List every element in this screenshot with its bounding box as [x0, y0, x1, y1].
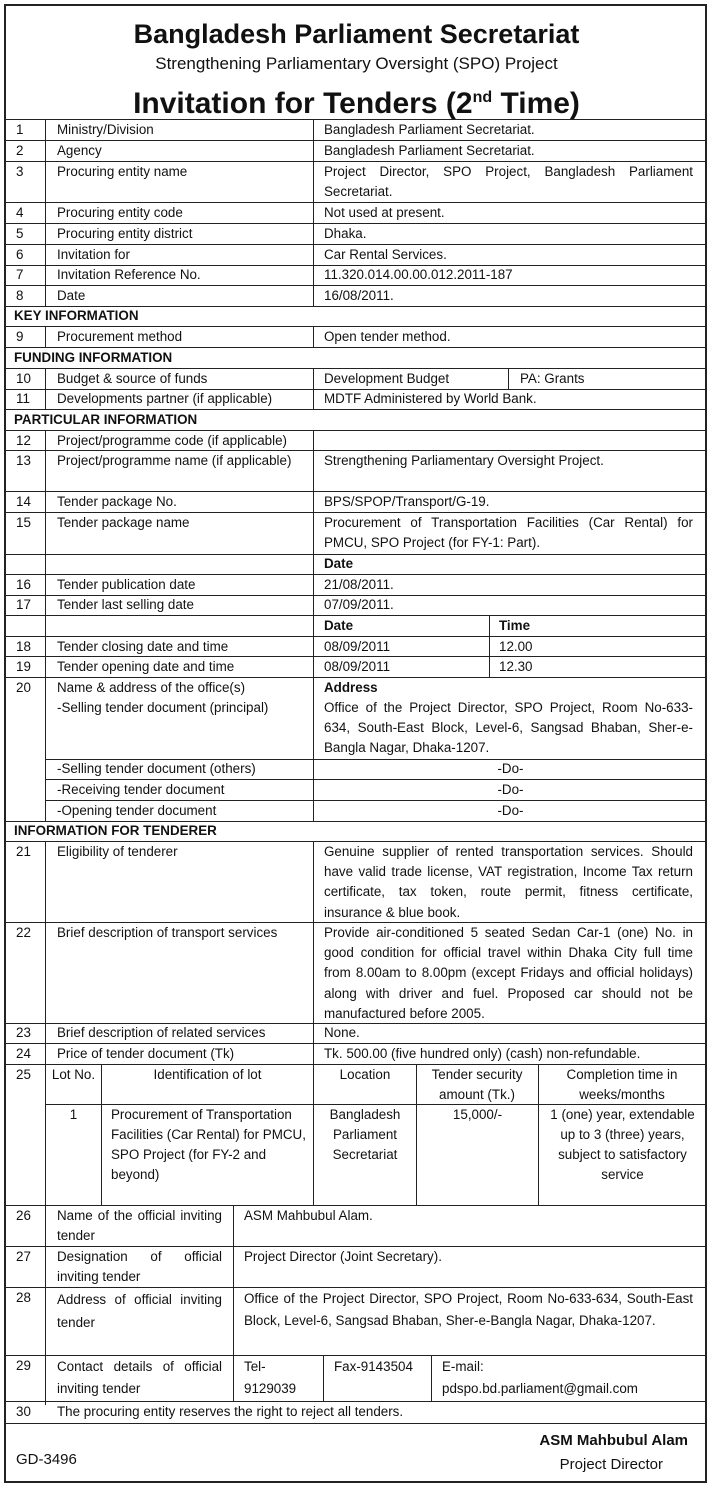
row-value: Project Director, SPO Project, Bangladesh Parliament Secretariat. — [324, 164, 693, 200]
contact-fax: Fax-9143504 — [334, 1359, 413, 1374]
row-number: 1 — [16, 122, 24, 137]
row-value: Car Rental Services. — [324, 247, 447, 262]
row-value: None. — [324, 1025, 360, 1040]
lot-header-lot-no: Lot No. — [51, 1067, 96, 1082]
row-value: ASM Mahbubul Alam. — [244, 1208, 373, 1223]
row-label: -Selling tender document (others) — [57, 761, 256, 776]
row-value: -Do- — [497, 782, 524, 797]
row-value: 16/08/2011. — [324, 288, 394, 303]
lot-header-completion: Completion time in weeks/months — [566, 1067, 678, 1102]
row-value: Open tender method. — [324, 329, 451, 344]
rule — [489, 615, 490, 677]
column-subhead-date: Date — [324, 556, 354, 571]
row-number: 6 — [16, 247, 24, 262]
heading-sup: nd — [472, 89, 493, 106]
lot-number: 1 — [69, 1107, 78, 1122]
signer-name: ASM Mahbubul Alam — [539, 1432, 688, 1449]
lot-security-amount: 15,000/- — [452, 1107, 503, 1122]
row-label: The procuring entity reserves the right to reject all tenders. — [57, 1404, 404, 1419]
row-number: 20 — [16, 680, 31, 695]
row-label: Price of tender document (Tk) — [57, 1046, 235, 1061]
organization-title: Bangladesh Parliament Secretariat — [133, 19, 580, 49]
section-heading: FUNDING INFORMATION — [14, 350, 173, 365]
heading-main: Invitation for Tenders (2 — [133, 87, 473, 120]
lot-header-identification: Identification of lot — [153, 1067, 262, 1082]
row-label: Tender package name — [57, 515, 190, 530]
row-value: Strengthening Parliamentary Oversight Project. — [324, 453, 604, 468]
row-label: Tender opening date and time — [57, 659, 235, 674]
section-heading: PARTICULAR INFORMATION — [14, 412, 198, 427]
row-number: 5 — [16, 226, 24, 241]
row-value-secondary: PA: Grants — [520, 371, 585, 386]
row-number: 27 — [16, 1249, 31, 1264]
section-heading: INFORMATION FOR TENDERER — [14, 823, 217, 838]
row-label: -Selling tender document (principal) — [57, 700, 269, 715]
project-subtitle: Strengthening Parliamentary Oversight (SPO) Project — [155, 54, 558, 73]
row-value: Bangladesh Parliament Secretariat. — [324, 122, 535, 137]
row-label: Name of the official inviting tender — [57, 1208, 222, 1244]
rule — [313, 841, 314, 1064]
row-number: 26 — [16, 1208, 31, 1223]
row-label: Date — [57, 288, 86, 303]
row-number: 22 — [16, 925, 31, 940]
row-label: -Receiving tender document — [57, 782, 225, 797]
row-label: Invitation Reference No. — [57, 267, 201, 282]
row-label: Brief description of transport services — [57, 925, 278, 940]
row-label: Tender publication date — [57, 577, 196, 592]
row-value: 11.320.014.00.00.012.2011-187 — [324, 267, 513, 282]
contact-telephone: Tel-9129039 — [244, 1359, 297, 1396]
row-value: -Do- — [497, 761, 524, 776]
row-label: Invitation for — [57, 247, 130, 262]
row-number: 13 — [16, 453, 31, 468]
row-number: 14 — [16, 494, 31, 509]
rule — [45, 430, 46, 821]
row-value: BPS/SPOP/Transport/G-19. — [324, 494, 490, 509]
rule — [233, 1205, 234, 1401]
row-label: Procurement method — [57, 329, 183, 344]
row-value: -Do- — [497, 803, 524, 818]
row-number: 9 — [16, 329, 24, 344]
column-subhead-date: Date — [324, 618, 354, 633]
row-value: 08/09/2011 — [324, 659, 391, 674]
row-number: 30 — [16, 1404, 31, 1419]
rule — [323, 1355, 324, 1401]
row-value: Provide air-conditioned 5 seated Sedan Car-1 (one) No. in good condition for official travel within Dhaka City full time from 8.00am to 8.00pm (except Fridays and official holidays) along with driver and fuel. Proposed car should not be manufactured before 2005. — [324, 925, 693, 1021]
row-label: Designation of official inviting tender — [57, 1249, 222, 1285]
row-label: Budget & source of funds — [57, 371, 208, 386]
row-label: Procuring entity district — [57, 226, 193, 241]
rule — [6, 615, 707, 616]
section-heading: KEY INFORMATION — [14, 308, 139, 323]
row-label: Tender last selling date — [57, 597, 194, 612]
lot-header-security: Tender security amount (Tk.) — [431, 1067, 523, 1102]
row-number: 17 — [16, 597, 31, 612]
heading-tail: Time) — [492, 87, 580, 120]
row-label: Procuring entity name — [57, 164, 188, 179]
rule — [45, 119, 46, 306]
row-label: Project/programme name (if applicable) — [57, 453, 292, 468]
row-label: Name & address of the office(s) — [57, 680, 246, 695]
row-value-secondary: 12.30 — [499, 659, 533, 674]
row-label: Brief description of related services — [57, 1025, 266, 1040]
rule — [6, 1423, 707, 1424]
row-label: -Opening tender document — [57, 803, 217, 818]
footer-code: GD-3496 — [16, 1451, 77, 1468]
rule — [45, 326, 46, 347]
row-label: Contact details of official inviting tender — [57, 1359, 222, 1396]
rule — [508, 368, 509, 389]
lot-header-location: Location — [339, 1067, 391, 1082]
row-value: 21/08/2011. — [324, 577, 394, 592]
contact-email-label: E-mail: — [442, 1359, 484, 1374]
rule — [313, 119, 314, 306]
rule — [416, 1064, 417, 1205]
row-value: Office of the Project Director, SPO Project, Room No-633-634, South-East Block, Level-6, Sangsad Bhaban, Sher-e-Bangla Nagar, Dhaka-1207. — [324, 700, 693, 756]
signer-title: Project Director — [559, 1456, 663, 1473]
row-number: 28 — [16, 1290, 31, 1305]
row-value: Address — [324, 680, 378, 695]
row-number: 24 — [16, 1046, 31, 1061]
rule — [101, 1064, 102, 1205]
row-value: Tk. 500.00 (five hundred only) (cash) non-refundable. — [324, 1046, 641, 1061]
column-subhead-time: Time — [499, 618, 531, 633]
row-label: Tender package No. — [57, 494, 177, 509]
row-value: Office of the Project Director, SPO Project, Room No-633-634, South-East Block, Level-6, Sangsad Bhaban, Sher-e-Bangla Nagar, Dhaka-1207. — [244, 1291, 693, 1328]
rule — [313, 326, 314, 347]
row-label: Ministry/Division — [57, 122, 154, 137]
rule — [431, 1355, 432, 1401]
row-number: 4 — [16, 205, 24, 220]
row-value: Genuine supplier of rented transportation services. Should have valid trade license, VAT registration, Income Tax return certificate, tax token, route permit, fitness certificate, insurance & blue book. — [324, 844, 693, 920]
row-number: 3 — [16, 164, 24, 179]
row-number: 10 — [16, 371, 31, 386]
row-label: Tender closing date and time — [57, 639, 229, 654]
notice-heading — [6, 77, 707, 125]
row-number: 16 — [16, 577, 31, 592]
row-number: 19 — [16, 659, 31, 674]
row-label: Agency — [57, 143, 102, 158]
row-value: MDTF Administered by World Bank. — [324, 391, 537, 406]
rule — [45, 368, 46, 409]
row-number: 8 — [16, 288, 24, 303]
row-number: 11 — [16, 391, 30, 406]
row-value: 08/09/2011 — [324, 639, 391, 654]
row-value-secondary: 12.00 — [499, 639, 533, 654]
row-number: 7 — [16, 267, 24, 282]
rule — [538, 1064, 539, 1205]
row-number: 23 — [16, 1025, 31, 1040]
row-value: Project Director (Joint Secretary). — [244, 1249, 442, 1264]
row-value: Dhaka. — [324, 226, 367, 241]
row-label: Project/programme code (if applicable) — [57, 433, 287, 448]
row-value: Procurement of Transportation Facilities (Car Rental) for PMCU, SPO Project (for FY-1: Part). — [324, 515, 693, 551]
lot-identification: Procurement of Transportation Facilities (Car Rental) for PMCU, SPO Project (for FY-2 and beyond) — [111, 1107, 306, 1182]
lot-completion-time: 1 (one) year, extendable up to 3 (three) years, subject to satisfactory service — [550, 1107, 695, 1182]
row-label: Eligibility of tenderer — [57, 844, 178, 859]
row-number: 25 — [16, 1067, 31, 1082]
row-number: 29 — [16, 1358, 31, 1373]
row-value: Bangladesh Parliament Secretariat. — [324, 143, 535, 158]
row-number: 21 — [16, 844, 31, 859]
row-value: 07/09/2011. — [324, 597, 394, 612]
row-label: Developments partner (if applicable) — [57, 391, 273, 406]
row-number: 12 — [16, 433, 31, 448]
row-label: Address of official inviting tender — [57, 1292, 222, 1330]
row-value: Development Budget — [324, 371, 450, 386]
row-label: Procuring entity code — [57, 205, 183, 220]
rule — [313, 368, 314, 409]
row-value: Not used at present. — [324, 205, 445, 220]
row-number: 2 — [16, 143, 24, 158]
lot-location: Bangladesh Parliament Secretariat — [329, 1107, 401, 1162]
row-number: 18 — [16, 639, 31, 654]
contact-email: pdspo.bd.parliament@gmail.com — [442, 1381, 638, 1396]
rule — [6, 554, 707, 555]
row-number: 15 — [16, 515, 31, 530]
